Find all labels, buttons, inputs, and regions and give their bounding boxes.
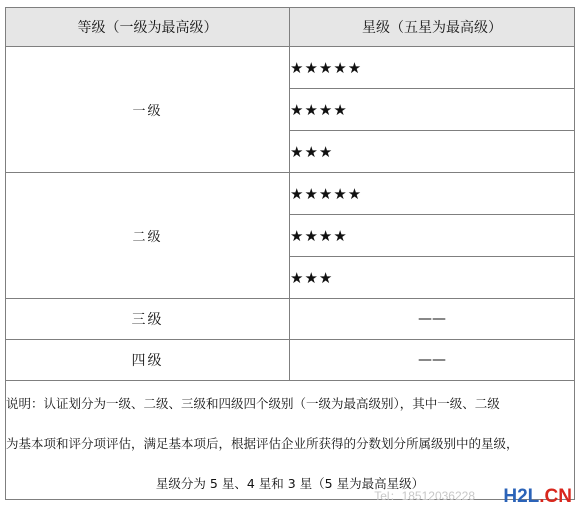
table-row [6,340,575,381]
star-rating-3: ★★★ [290,131,575,173]
star-rating-5: ★★★★★ [290,173,575,215]
star-rating-4: ★★★★ [290,215,575,257]
star-rating-5: ★★★★★ [290,47,575,89]
note-row [6,381,575,500]
grade-table [5,7,575,500]
watermark-logo-suffix: .CN [539,486,572,507]
table-row [6,173,575,215]
note-line-3: 星级分为 5 星、4 星和 3 星（5 星为最高星级） [155,476,425,491]
level-3-label: 三级 [6,299,290,340]
header-row [6,8,575,47]
header-star: 星级（五星为最高级） [290,8,575,47]
level-2-label: 二级 [6,173,290,299]
table-row [6,299,575,340]
header-grade: 等级（一级为最高级） [6,8,290,47]
level-3-value: —— [290,299,575,340]
watermark-logo [503,486,572,508]
level-4-label: 四级 [6,340,290,381]
star-rating-4: ★★★★ [290,89,575,131]
note-line-2: 为基本项和评分项评估，满足基本项后，根据评估企业所获得的分数划分所属级别中的星级， [6,436,519,451]
star-rating-3: ★★★ [290,257,575,299]
table-row [6,47,575,89]
level-4-value: —— [290,340,575,381]
level-1-label: 一级 [6,47,290,173]
note-cell [6,381,575,500]
note-line-1: 说明：认证划分为一级、二级、三级和四级四个级别（一级为最高级别），其中一级、二级 [6,396,500,411]
watermark-logo-main: H2L [503,486,540,507]
watermark-tel: Tel：18512036228 [374,489,475,503]
